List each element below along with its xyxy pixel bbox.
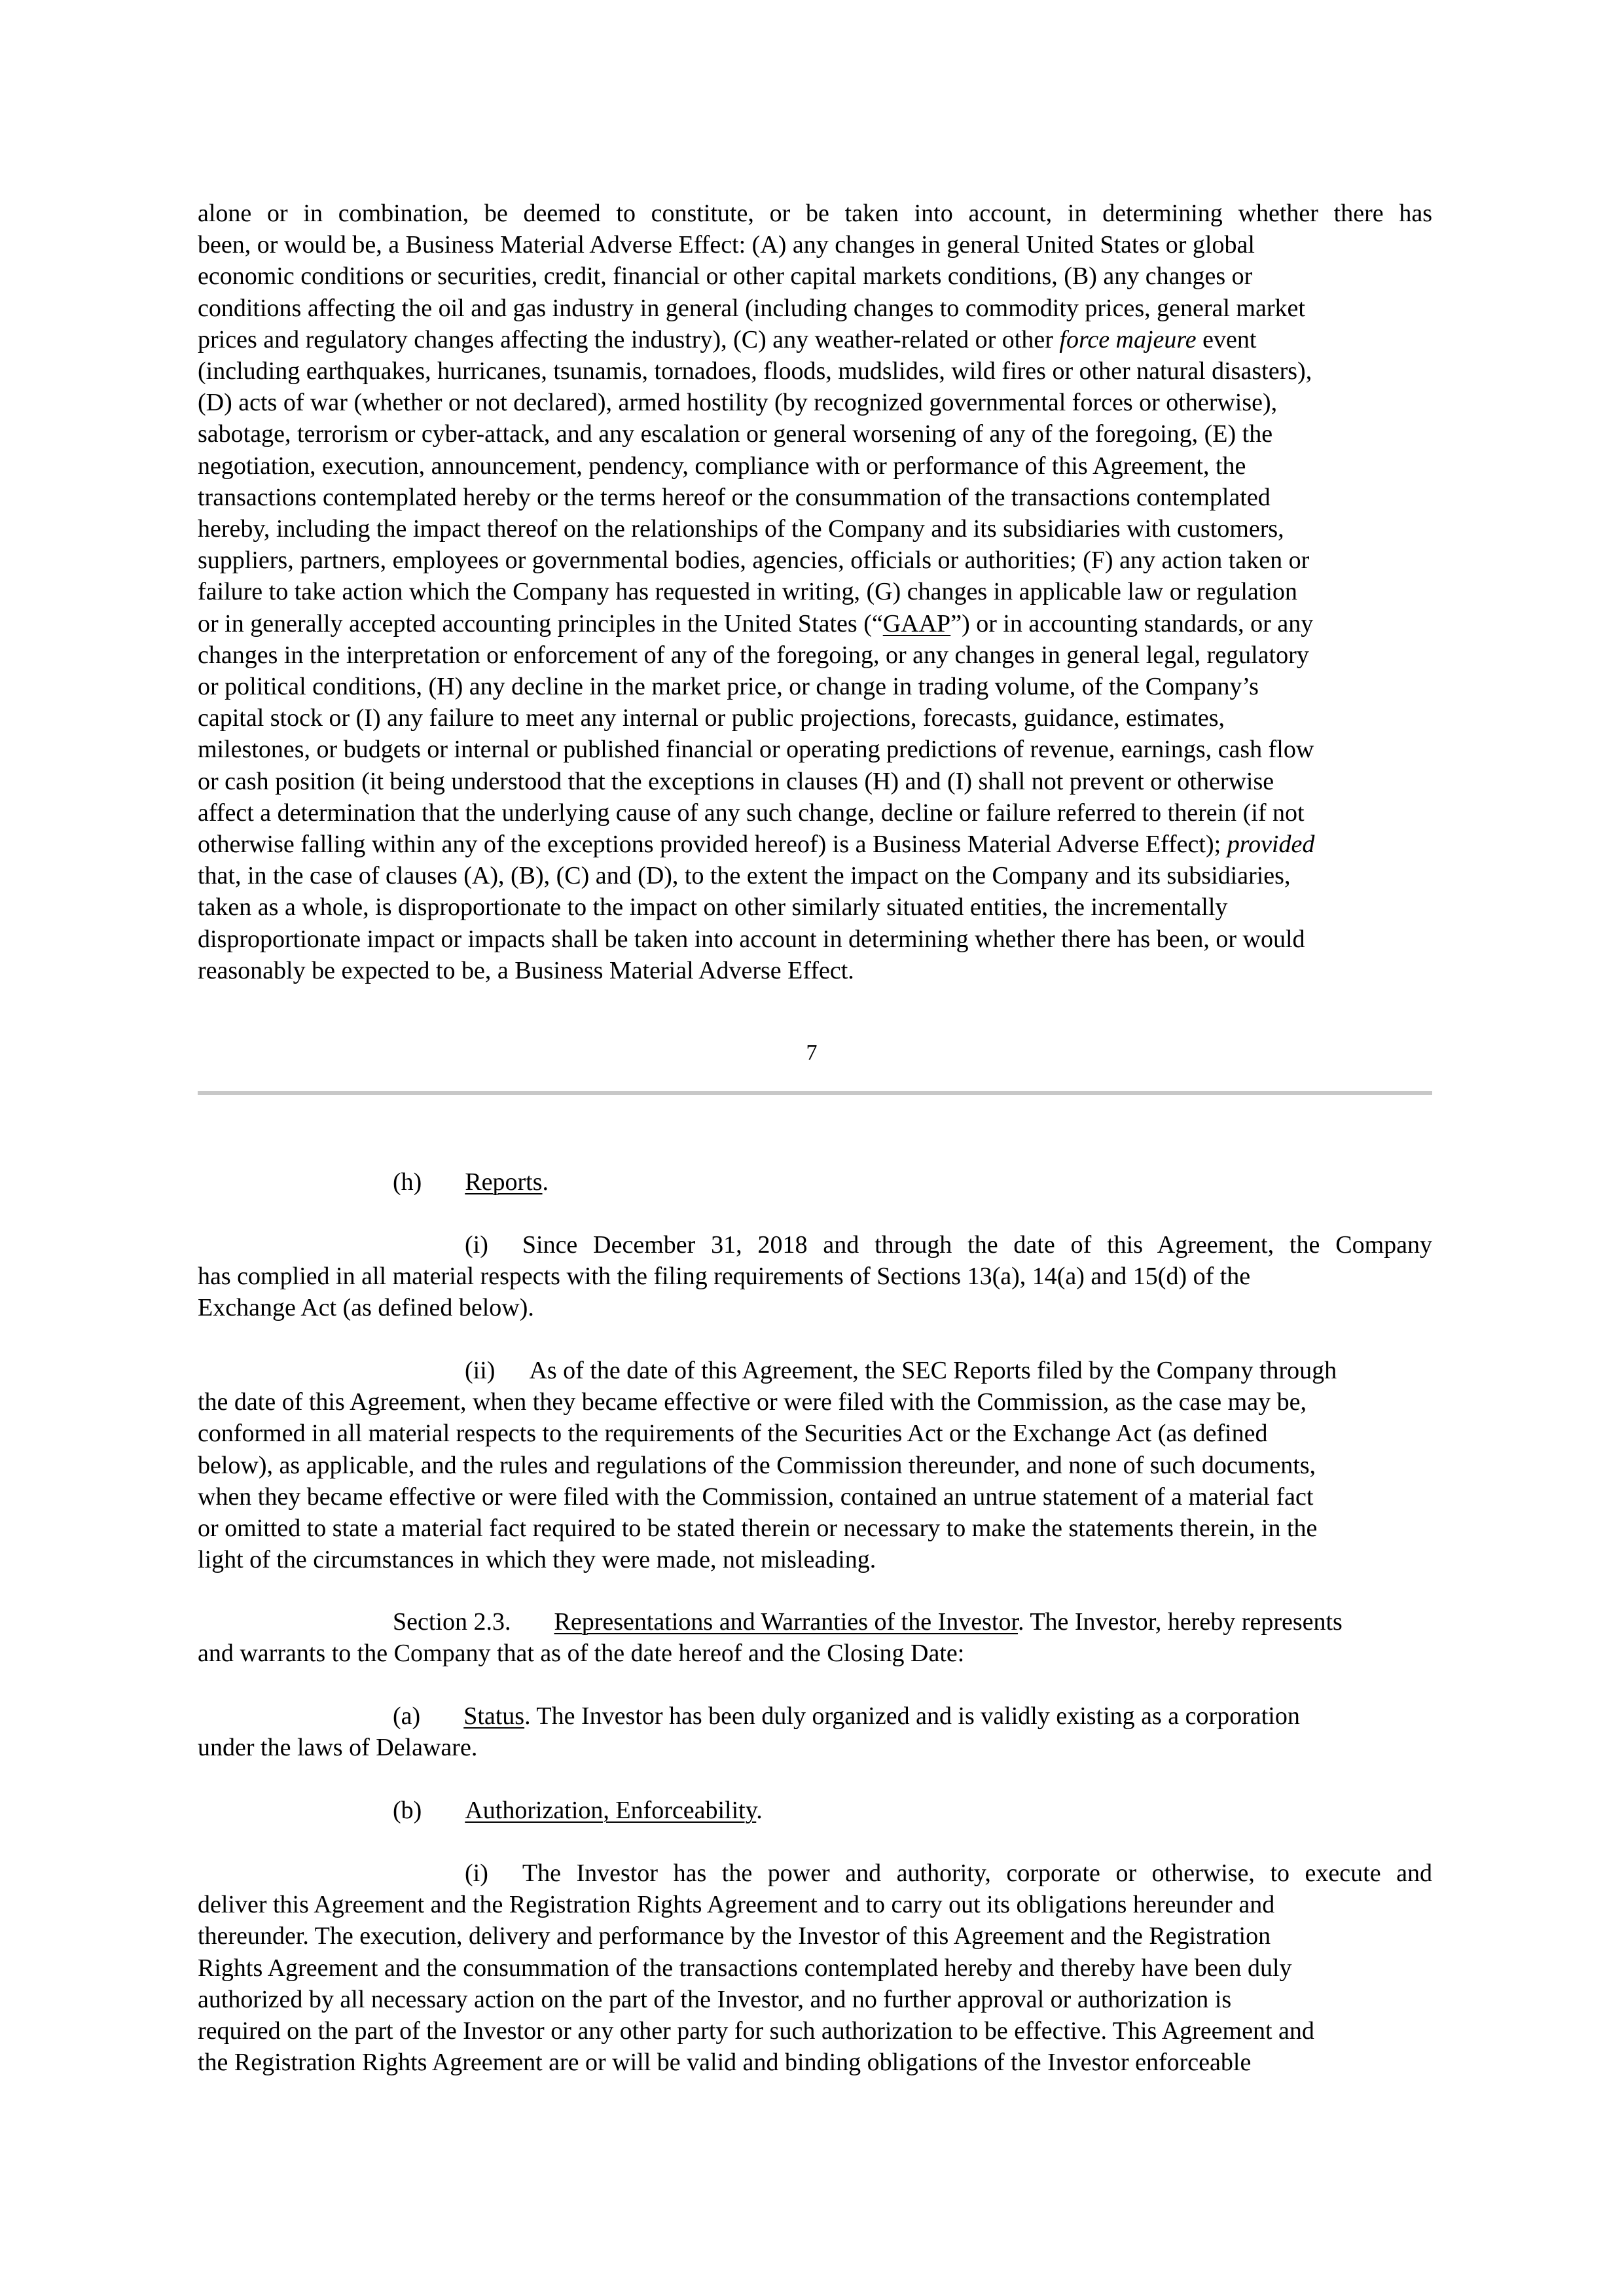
text-segment: . The Investor, hereby represents <box>1018 1608 1343 1636</box>
text-line: disproportionate impact or impacts shall be taken into account in determining whether there has been, or would <box>198 925 1305 953</box>
text-segment: The Investor has the power and authority, corporate or otherwise, to execute and <box>522 1859 1432 1887</box>
text-line: Rights Agreement and the consummation of the transactions contemplated hereby and thereby have been duly <box>198 1954 1292 1982</box>
text-line <box>198 829 1432 860</box>
heading-punctuation: . <box>756 1797 763 1824</box>
text-segment: ”) or in accounting standards, or any <box>950 609 1314 637</box>
text-line: taken as a whole, is disproportionate to the impact on other similarly situated entities, the incrementally <box>198 893 1228 922</box>
text-line: or omitted to state a material fact required to be stated therein or necessary to make the statements therein, in the <box>198 1515 1318 1543</box>
section-number: (a) <box>393 1702 421 1730</box>
page-number: 7 <box>806 1041 818 1065</box>
text-line <box>198 1857 1432 1889</box>
text-line <box>198 1355 1432 1386</box>
section-b-heading <box>198 1795 1432 1826</box>
section-number: Section 2.3. <box>393 1608 511 1636</box>
text-line: light of the circumstances in which they were made, not misleading. <box>198 1546 876 1574</box>
text-line: failure to take action which the Company has requested in writing, (G) changes in applicable law or regulation <box>198 578 1297 606</box>
section-heading: Representations and Warranties of the Investor <box>554 1608 1019 1636</box>
text-line <box>198 1166 1432 1198</box>
text-line: reasonably be expected to be, a Business Material Adverse Effect. <box>198 956 854 984</box>
section-2-3-paragraph <box>198 1606 1432 1669</box>
text-line: economic conditions or securities, credit, financial or other capital markets conditions, (B) any changes or <box>198 262 1253 291</box>
text-line: transactions contemplated hereby or the terms hereof or the consummation of the transactions contemplated <box>198 483 1271 511</box>
text-line: required on the part of the Investor or any other party for such authorization to be effective. This Agreement and <box>198 2017 1314 2045</box>
text-line: has complied in all material respects with the filing requirements of Sections 13(a), 14(a) and 15(d) of the <box>198 1263 1251 1291</box>
text-line: below), as applicable, and the rules and regulations of the Commission thereunder, and none of such documents, <box>198 1451 1316 1479</box>
text-line <box>198 1606 1432 1638</box>
text-line: Exchange Act (as defined below). <box>198 1294 534 1322</box>
text-line: when they became effective or were filed with the Commission, contained an untrue statement of a material fact <box>198 1482 1314 1511</box>
section-h-ii-paragraph <box>198 1355 1432 1575</box>
text-line <box>198 324 1432 355</box>
section-a-paragraph <box>198 1700 1432 1763</box>
text-line <box>198 1795 1432 1826</box>
text-line: the date of this Agreement, when they became effective or were filed with the Commission, as the case may be, <box>198 1388 1307 1416</box>
text-line: alone or in combination, be deemed to constitute, or be taken into account, in determining whether there has <box>198 200 1432 227</box>
heading-punctuation: . <box>542 1168 549 1196</box>
section-number: (h) <box>393 1168 422 1196</box>
text-line: authorized by all necessary action on the part of the Investor, and no further approval or authorization is <box>198 1985 1232 2013</box>
section-heading: Status <box>463 1702 525 1730</box>
section-heading: Reports <box>465 1168 543 1196</box>
text-line: negotiation, execution, announcement, pendency, compliance with or performance of this Agreement, the <box>198 452 1246 480</box>
continued-paragraph <box>198 198 1432 986</box>
text-segment: otherwise falling within any of the exceptions provided hereof) is a Business Material Adverse Effect); <box>198 831 1227 859</box>
text-line <box>198 1229 1432 1261</box>
section-number: (b) <box>393 1797 422 1824</box>
text-line: thereunder. The execution, delivery and performance by the Investor of this Agreement and the Registration <box>198 1922 1271 1950</box>
text-segment: event <box>1196 325 1257 353</box>
section-heading: Authorization, Enforceability <box>465 1797 757 1824</box>
section-number: (ii) <box>465 1357 496 1384</box>
text-line: or political conditions, (H) any decline in the market price, or change in trading volume, of the Company’s <box>198 673 1259 701</box>
text-line: (D) acts of war (whether or not declared), armed hostility (by recognized governmental forces or otherwise), <box>198 389 1278 417</box>
text-line: conformed in all material respects to the requirements of the Securities Act or the Exchange Act (as defined <box>198 1420 1268 1448</box>
text-line: sabotage, terrorism or cyber-attack, and any escalation or general worsening of any of the foregoing, (E) the <box>198 420 1273 448</box>
text-line: milestones, or budgets or internal or published financial or operating predictions of revenue, earnings, cash flow <box>198 736 1314 764</box>
text-line: the Registration Rights Agreement are or will be valid and binding obligations of the Investor enforceable <box>198 2049 1252 2077</box>
text-segment: . The Investor has been duly organized and is validly existing as a corporation <box>524 1702 1300 1730</box>
section-h-heading <box>198 1166 1432 1198</box>
text-line <box>198 1700 1432 1732</box>
text-line: been, or would be, a Business Material Adverse Effect: (A) any changes in general United States or global <box>198 231 1255 259</box>
text-segment: prices and regulatory changes affecting the industry), (C) any weather-related or other <box>198 325 1060 353</box>
text-line <box>198 608 1432 639</box>
text-segment: As of the date of this Agreement, the SEC Reports filed by the Company through <box>529 1357 1337 1384</box>
text-line: that, in the case of clauses (A), (B), (C) and (D), to the extent the impact on the Company and its subsidiaries, <box>198 862 1291 890</box>
text-line: suppliers, partners, employees or governmental bodies, agencies, officials or authorities; (F) any action taken or <box>198 547 1310 575</box>
text-line: or cash position (it being understood that the exceptions in clauses (H) and (I) shall not prevent or otherwise <box>198 767 1274 795</box>
text-line: hereby, including the impact thereof on the relationships of the Company and its subsidiaries with customers, <box>198 515 1284 543</box>
text-line: affect a determination that the underlying cause of any such change, decline or failure referred to therein (if not <box>198 798 1305 827</box>
section-number: (i) <box>465 1231 488 1259</box>
section-b-i-paragraph <box>198 1857 1432 2078</box>
text-segment: Since December 31, 2018 and through the date of this Agreement, the Company <box>522 1231 1432 1259</box>
text-line: deliver this Agreement and the Registration Rights Agreement and to carry out its obligations hereunder and <box>198 1891 1275 1919</box>
provided-term: provided <box>1227 831 1315 859</box>
force-majeure-term: force majeure <box>1059 325 1197 353</box>
defined-term-gaap: GAAP <box>882 609 951 637</box>
text-line: capital stock or (I) any failure to meet any internal or public projections, forecasts, guidance, estimates, <box>198 704 1225 732</box>
text-line: (including earthquakes, hurricanes, tsunamis, tornadoes, floods, mudslides, wild fires or other natural disasters), <box>198 357 1312 386</box>
text-line: and warrants to the Company that as of the date hereof and the Closing Date: <box>198 1640 965 1668</box>
section-h-i-paragraph <box>198 1229 1432 1324</box>
text-segment: or in generally accepted accounting principles in the United States (“ <box>198 609 883 637</box>
section-number: (i) <box>465 1859 488 1887</box>
text-line: conditions affecting the oil and gas industry in general (including changes to commodity prices, general market <box>198 294 1305 322</box>
page-break-divider <box>198 1091 1432 1095</box>
text-line: under the laws of Delaware. <box>198 1734 478 1762</box>
text-line: changes in the interpretation or enforcement of any of the foregoing, or any changes in general legal, regulatory <box>198 641 1309 669</box>
